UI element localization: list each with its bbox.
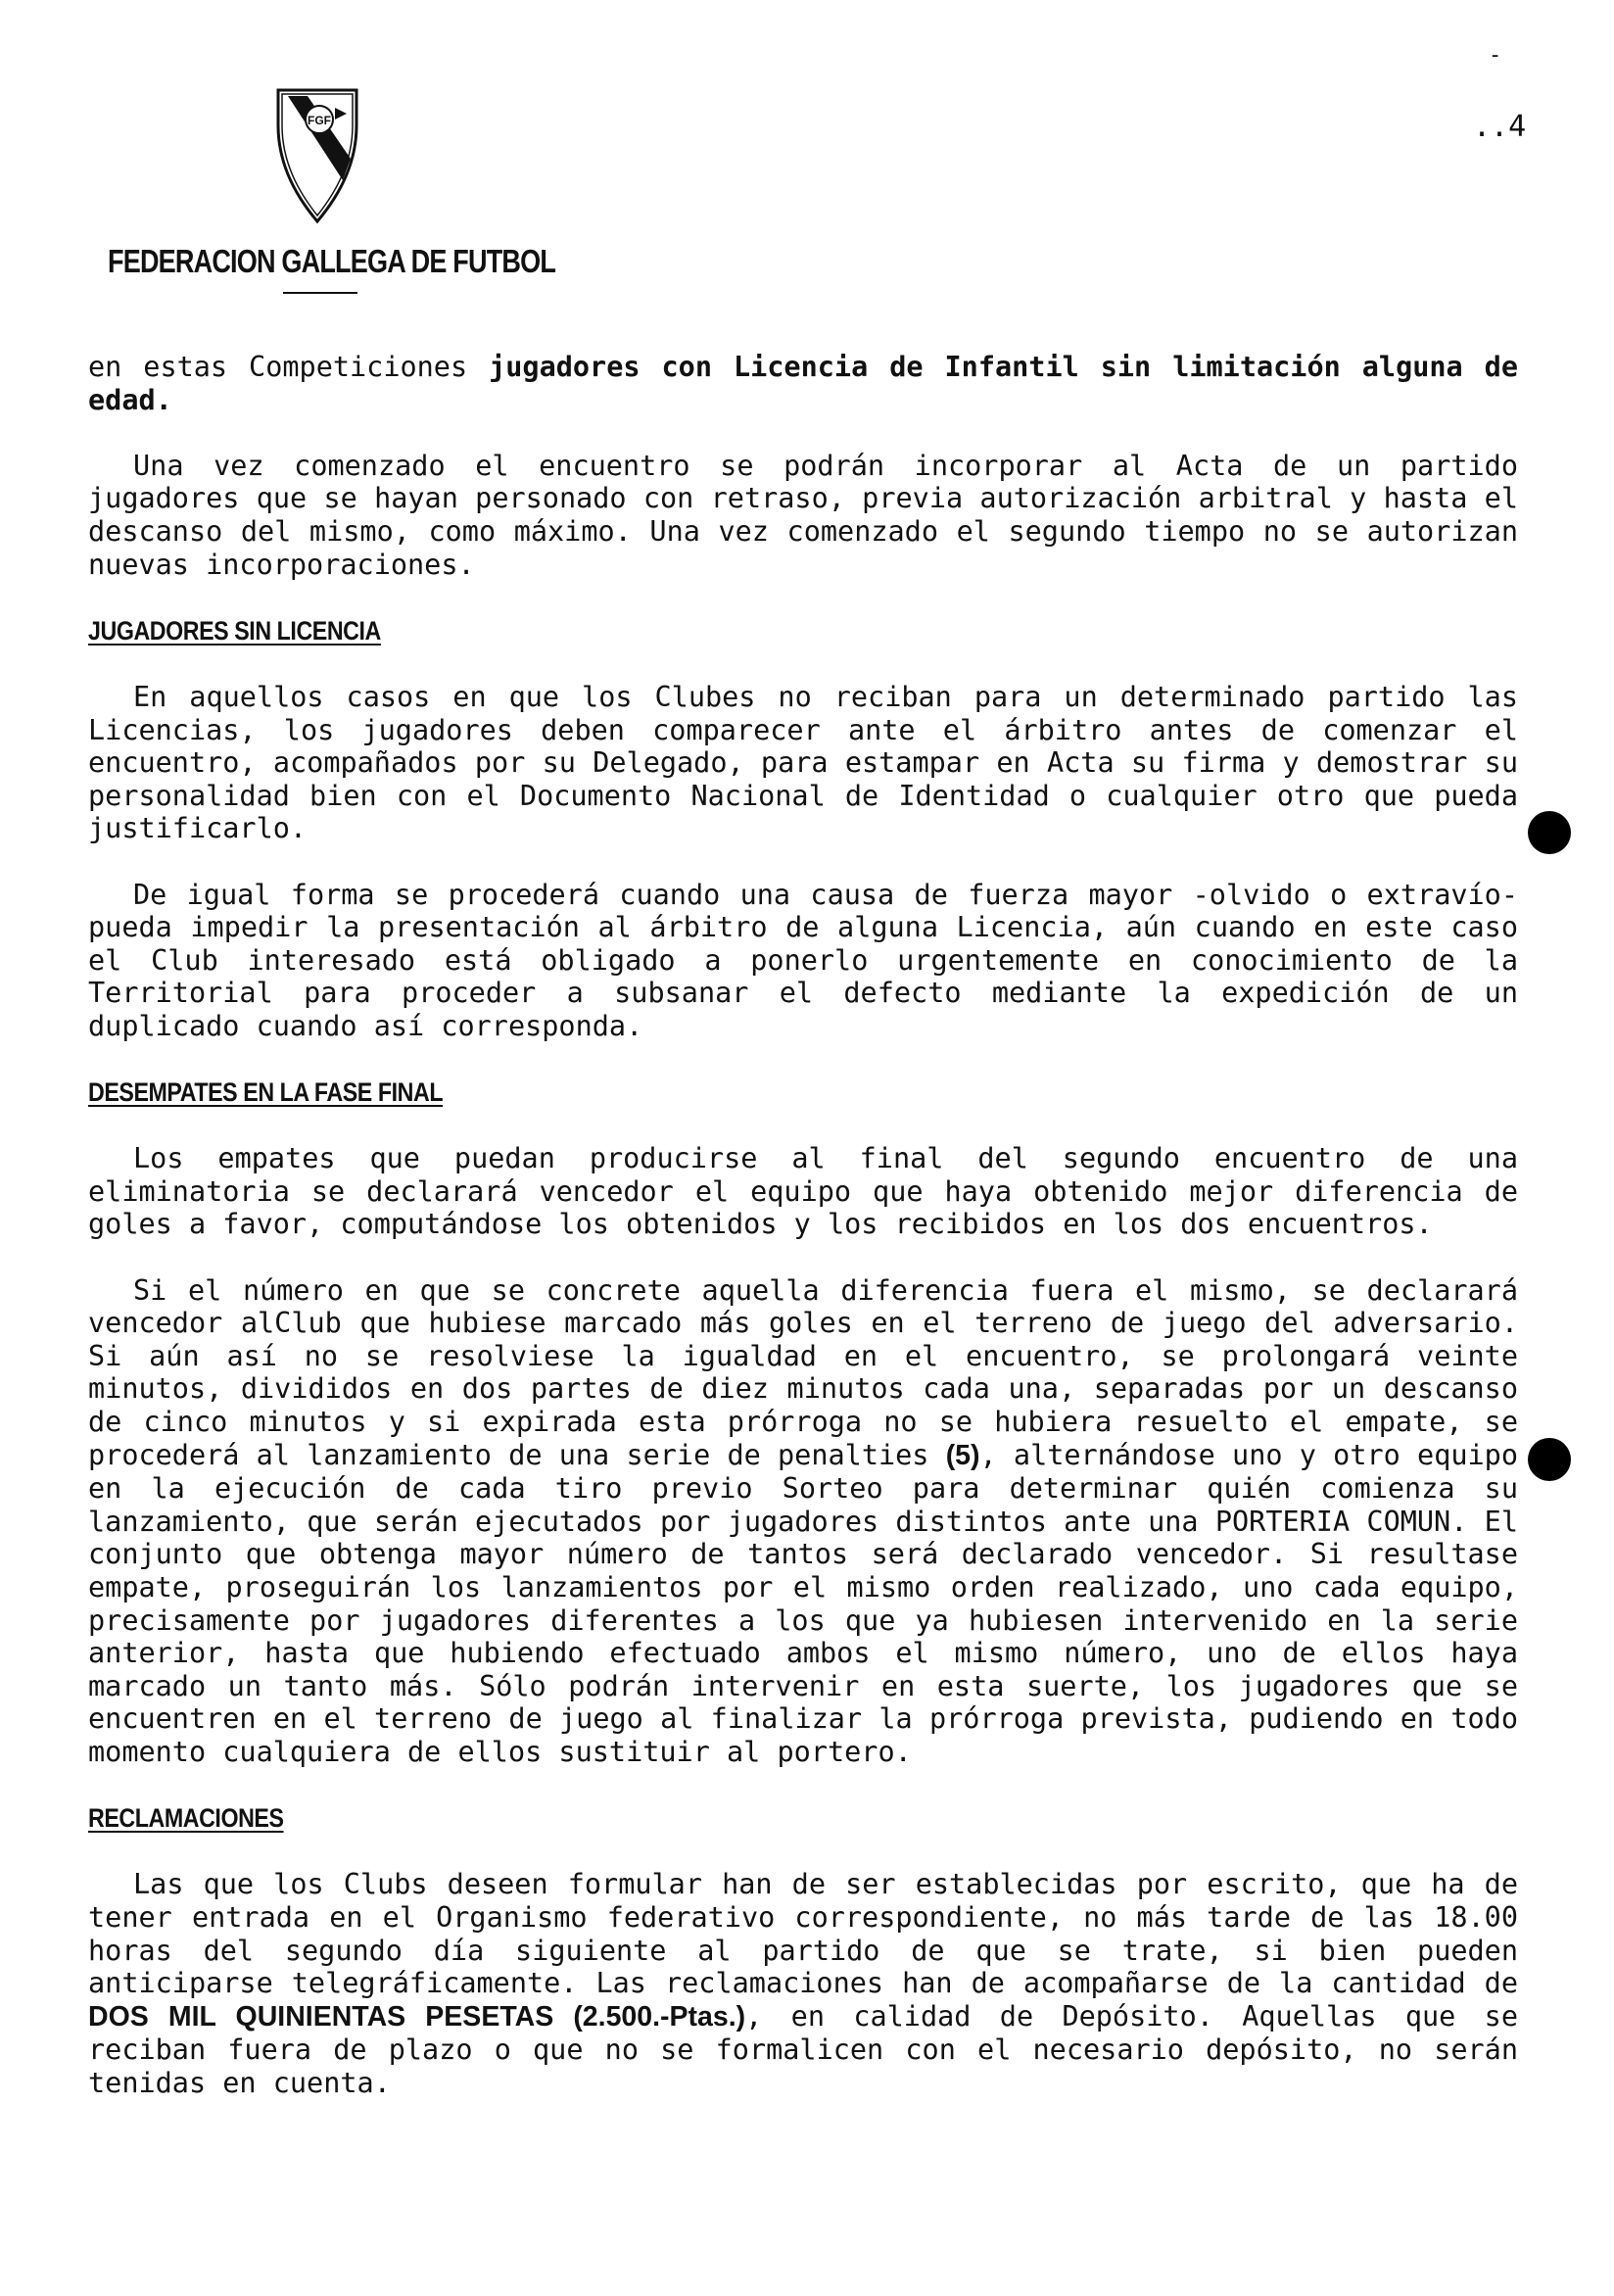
section-heading-reclamaciones: RECLAMACIONES [88, 1803, 284, 1834]
organization-name: FEDERACION GALLEGA DE FUTBOL [108, 243, 556, 279]
paragraph-no-license: En aquellos casos en que los Clubes no reciban para un determinado partido las Licencias, los jugadores deben comparecer ante el árbitro antes de comenzar el encuentro, acompañados por su Delegado, para estampar en Acta su firma y demostrar su personalidad bien con el Documento Nacional de Identidad o cualquier otro que pueda justificarlo. [88, 680, 1518, 845]
emphasis-text: PORTERIA COMUN [1214, 1505, 1451, 1538]
paragraph-text: en estas Competiciones [88, 351, 490, 383]
penalty-count: (5) [945, 1439, 980, 1471]
deposit-amount: DOS MIL QUINIENTAS PESETAS (2.500.-Ptas.) [88, 2000, 746, 2033]
emphasis-text: jugadores con Licencia de Infantil sin limitación alguna de edad. [88, 351, 1518, 416]
paragraph-ties: Los empates que puedan producirse al final del segundo encuentro de una eliminatoria se declarará vencedor el equipo que haya obtenido mejor diferencia de goles a favor, computándose los obtenidos y los recibidos en los dos encuentros. [88, 1142, 1518, 1241]
punch-hole [1528, 1438, 1571, 1481]
paragraph-force-majeure: De igual forma se procederá cuando una causa de fuerza mayor -olvido o extravío- pueda impedir la presentación al árbitro de alguna Licencia, aún cuando en este caso el Club interesado está obligado a ponerlo urgentemente en conocimiento de la Territorial para proceder a subsanar el defecto mediante la expedición de un duplicado cuando así corresponda. [88, 878, 1518, 1042]
corner-mark: - [1489, 43, 1502, 68]
paragraph-claims [88, 1868, 1518, 2099]
section-heading-jugadores-sin-licencia: JUGADORES SIN LICENCIA [88, 615, 381, 646]
shield-crest-icon [274, 86, 360, 225]
paragraph-continuation [88, 351, 1518, 416]
paragraph-text: . El conjunto que obtenga mayor número de tantos será declarado vencedor. Si resultase empate, proseguirán los lanzamientos por el mismo orden realizado, uno cada equipo, precisamente por jugadores diferentes a los que ya hubiesen intervenido en la serie anterior, hasta que hubiendo efectuado ambos el mismo número, uno de ellos haya marcado un tanto más. Sólo podrán intervenir en esta suerte, los jugadores que se encuentren en el terreno de juego al finalizar la prórroga prevista, pudiendo en todo momento cualquiera de ellos sustituir al portero. [88, 1505, 1518, 1768]
document-body [88, 351, 1518, 2099]
paragraph-text: , alternándose uno y otro equipo en la ejecución de cada tiro previo Sorteo para determinar quién comienza su lanzamiento, que serán ejecutados por jugadores distintos ante una [88, 1438, 1518, 1538]
punch-hole [1528, 811, 1571, 854]
svg-text:FGF: FGF [308, 114, 331, 127]
paragraph-penalties [88, 1274, 1518, 1769]
header-divider [283, 292, 357, 294]
paragraph-incorporations: Una vez comenzado el encuentro se podrán incorporar al Acta de un partido jugadores que se hayan personado con retraso, previa autorización arbitral y hasta el descanso del mismo, como máximo. Una vez comenzado el segundo tiempo no se autorizan nuevas incorporaciones. [88, 449, 1518, 581]
paragraph-text: , en calidad de Depósito. Aquellas que se reciban fuera de plazo o que no se formalicen con el necesario depósito, no serán tenidas en cuenta. [88, 1999, 1518, 2099]
section-heading-desempates: DESEMPATES EN LA FASE FINAL [88, 1077, 444, 1108]
page-number: ..4 [1473, 110, 1527, 144]
paragraph-text: Las que los Clubs deseen formular han de ser establecidas por escrito, que ha de tener entrada en el Organismo federativo correspondiente, no más tarde de las 18.00 horas del segundo día siguiente al partido de que se trate, si bien pueden anticiparse telegráficamente. Las reclamaciones han de acompañarse de la cantidad de [88, 1868, 1518, 2000]
paragraph-text: Si el número en que se concrete aquella diferencia fuera el mismo, se declarará vencedor alClub que hubiese marcado más goles en el terreno de juego del adversario. Si aún así no se resolviese la igualdad en el encuentro, se prolongará veinte minutos, divididos en dos partes de diez minutos cada una, separadas por un descanso de cinco minutos y si expirada esta prórroga no se hubiera resuelto el empate, se procederá al lanzamiento de una serie de penalties [88, 1273, 1518, 1471]
